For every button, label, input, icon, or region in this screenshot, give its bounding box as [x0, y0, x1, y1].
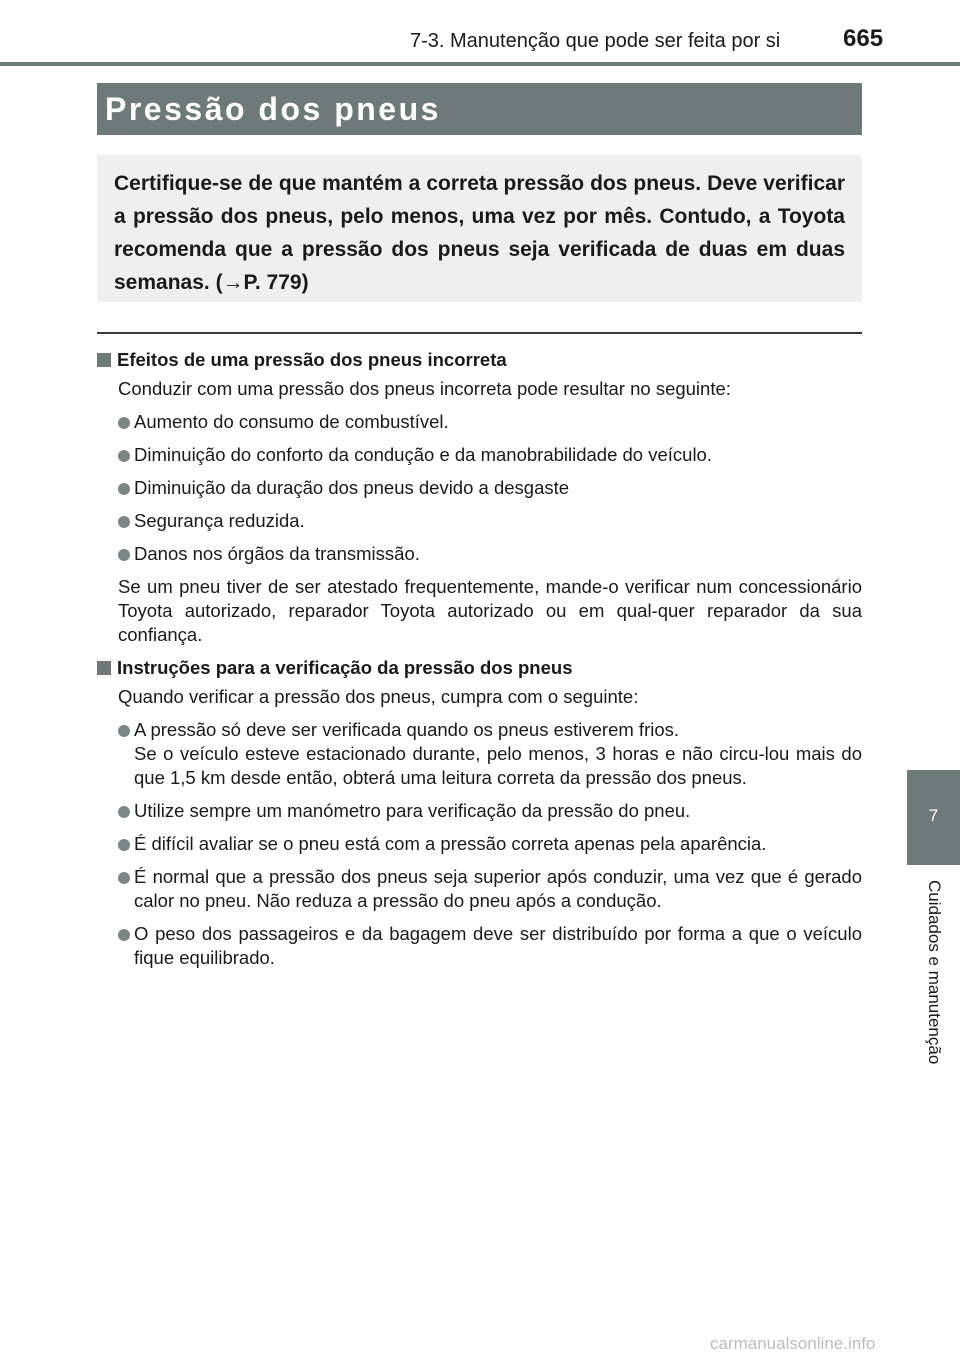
- list-item-text: O peso dos passageiros e da bagagem deve ser distribuído por forma a que o veículo fique equilibrado.: [134, 923, 862, 968]
- list-item-text: É difícil avaliar se o pneu está com a pressão correta apenas pela aparência.: [134, 833, 767, 854]
- list-item: [134, 922, 862, 970]
- list-item: [134, 509, 862, 533]
- divider: [97, 332, 862, 334]
- round-bullet-icon: [118, 549, 130, 561]
- section-heading-text: Efeitos de uma pressão dos pneus incorreta: [117, 349, 507, 370]
- list-item-text: Danos nos órgãos da transmissão.: [134, 543, 420, 564]
- list-item: [134, 865, 862, 913]
- section-closing: Se um pneu tiver de ser atestado frequentemente, mande-o verificar num concessionário Toyota autorizado, reparador Toyota autorizado ou em qual-quer reparador da sua confiança.: [118, 576, 862, 645]
- section-intro: Conduzir com uma pressão dos pneus incorreta pode resultar no seguinte:: [118, 378, 731, 399]
- list-item: [134, 542, 862, 566]
- round-bullet-icon: [118, 929, 130, 941]
- round-bullet-icon: [118, 725, 130, 737]
- round-bullet-icon: [118, 417, 130, 429]
- header-section: 7-3. Manutenção que pode ser feita por si: [410, 30, 781, 52]
- list-item: [134, 718, 862, 790]
- list-item-text: Utilize sempre um manómetro para verificação da pressão do pneu.: [134, 800, 691, 821]
- round-bullet-icon: [118, 450, 130, 462]
- intro-text: Certifique-se de que mantém a correta pressão dos pneus. Deve verificar a pressão dos pneus, pelo menos, uma vez por mês. Contudo, a Toyota recomenda que a pressão dos pneus seja verificada de duas em duas semanas. (→P. 779): [114, 172, 845, 294]
- list-item: [134, 443, 862, 467]
- section-heading-effects: [97, 348, 862, 372]
- section-intro: Quando verificar a pressão dos pneus, cumpra com o seguinte:: [118, 686, 639, 707]
- chapter-tab[interactable]: [907, 770, 960, 865]
- page-title: Pressão dos pneus: [105, 91, 441, 127]
- list-item-text: Aumento do consumo de combustível.: [134, 411, 449, 432]
- content: [97, 344, 862, 970]
- list-item-text: Segurança reduzida.: [134, 510, 305, 531]
- watermark: carmanualsonline.info: [710, 1334, 876, 1353]
- title-band: [97, 83, 862, 135]
- chapter-number: 7: [928, 806, 939, 825]
- square-bullet-icon: [97, 661, 111, 675]
- round-bullet-icon: [118, 806, 130, 818]
- page-number: 665: [843, 25, 884, 52]
- square-bullet-icon: [97, 353, 111, 367]
- list-item: [134, 832, 862, 856]
- list-item-text: Diminuição do conforto da condução e da manobrabilidade do veículo.: [134, 444, 712, 465]
- list-item: [134, 799, 862, 823]
- round-bullet-icon: [118, 516, 130, 528]
- chapter-label-text: Cuidados e manutenção: [925, 880, 944, 1065]
- list-item: [134, 410, 862, 434]
- list-item-continuation: Se o veículo esteve estacionado durante, pelo menos, 3 horas e não circu-lou mais do que 1,5 km desde então, obterá uma leitura correta da pressão dos pneus.: [134, 743, 862, 788]
- section-heading-text: Instruções para a verificação da pressão dos pneus: [117, 657, 573, 678]
- list-item-text: É normal que a pressão dos pneus seja superior após conduzir, uma vez que é gerado calor no pneu. Não reduza a pressão do pneu após a condução.: [134, 866, 862, 911]
- list-item-text: A pressão só deve ser verificada quando os pneus estiverem frios.: [134, 719, 680, 740]
- round-bullet-icon: [118, 839, 130, 851]
- header-rule: [0, 62, 960, 66]
- round-bullet-icon: [118, 872, 130, 884]
- intro-box: [97, 155, 862, 302]
- list-item: [134, 476, 862, 500]
- chapter-label: [922, 880, 946, 1104]
- section-heading-instructions: [97, 656, 862, 680]
- round-bullet-icon: [118, 483, 130, 495]
- list-item-text: Diminuição da duração dos pneus devido a desgaste: [134, 477, 570, 498]
